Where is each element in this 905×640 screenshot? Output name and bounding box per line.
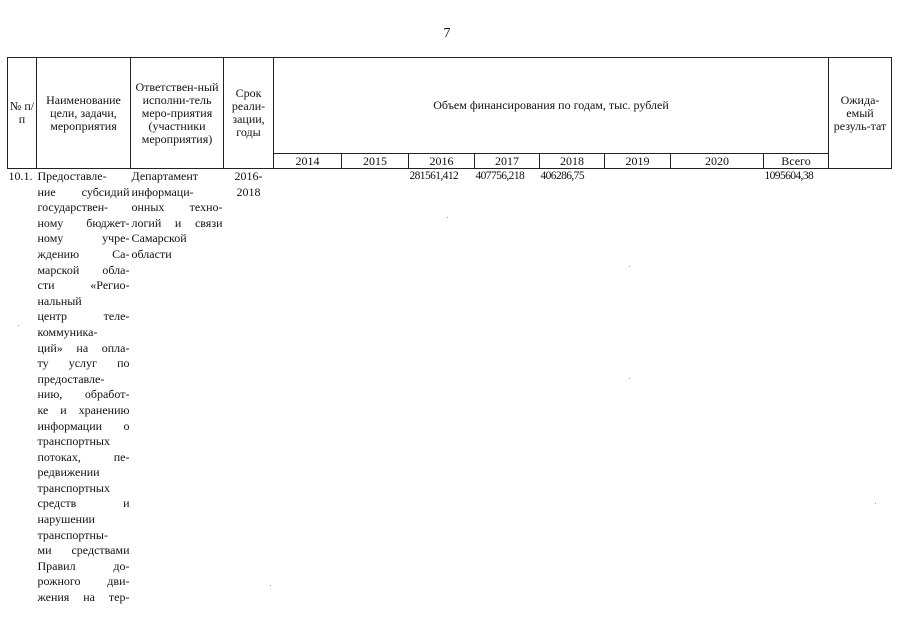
header-year-2019: 2019 (605, 154, 671, 169)
row-responsible (131, 169, 224, 606)
header-term: Срок реали-зации, годы (224, 58, 274, 169)
text-line: ние субсидий (37, 184, 130, 199)
text-line: нальный (37, 293, 82, 308)
text-line: редвижении (37, 465, 100, 480)
text-line: транспортных (37, 434, 110, 449)
header-year-2014: 2014 (274, 154, 342, 169)
scan-speck (270, 585, 271, 586)
text-line: центр теле- (37, 309, 130, 324)
text-line: коммуника- (37, 324, 98, 339)
text-line: государствен- (37, 200, 109, 215)
text-line: Департамент (131, 169, 199, 183)
text-line: нарушении (37, 512, 95, 527)
page-number: 7 (443, 26, 451, 41)
value-2014 (274, 169, 342, 606)
header-year-2018: 2018 (540, 154, 605, 169)
text-line: 2018 (236, 184, 261, 199)
text-line: транспортных (37, 480, 110, 495)
text-line: онных техно- (131, 200, 223, 215)
row-responsible-text (132, 169, 223, 263)
value-2016: 281561,412 (409, 170, 459, 182)
row-name (37, 169, 131, 606)
header-no: № п/п (8, 58, 37, 169)
header-year-2017: 2017 (475, 154, 540, 169)
value-2017: 407756,218 (475, 170, 525, 182)
text-line: ми средствами (37, 543, 130, 558)
text-line: Правил до- (37, 558, 130, 573)
header-row (8, 58, 892, 154)
text-line: сти «Регио- (37, 278, 130, 293)
value-2015 (342, 169, 409, 606)
header-result: Ожида-емый резуль-тат (829, 58, 892, 169)
row-name-text (38, 169, 130, 606)
text-line: 2016- (234, 169, 263, 183)
financing-table (7, 57, 892, 606)
header-financing: Объем финансирования по годам, тыс. рублей (274, 58, 829, 154)
header-year-2020: 2020 (671, 154, 764, 169)
text-line: ному бюджет- (37, 215, 130, 230)
header-total: Всего (764, 154, 829, 169)
value-2019 (605, 169, 671, 606)
text-line: рожного дви- (37, 574, 130, 589)
row-term (224, 169, 274, 606)
text-line: средств и (37, 496, 130, 511)
text-line: ту услуг по (37, 356, 130, 371)
text-line: ций» на опла- (37, 340, 130, 355)
text-line: области (131, 246, 172, 261)
header-year-2015: 2015 (342, 154, 409, 169)
value-2020 (671, 169, 764, 606)
text-line: потоках, пе- (37, 449, 130, 464)
row-result (829, 169, 892, 606)
scan-speck (447, 217, 448, 218)
text-line: Самарской (131, 231, 187, 246)
scan-speck (18, 325, 19, 326)
scan-speck (629, 266, 630, 267)
text-line: логий и связи (131, 215, 223, 230)
text-line: ждению Са- (37, 246, 130, 261)
text-line: Предоставле- (37, 169, 107, 183)
text-line: ному учре- (37, 231, 130, 246)
table-row (8, 169, 892, 606)
scan-speck (875, 503, 876, 504)
row-number: 10.1. (8, 169, 33, 183)
text-line: марской обла- (37, 262, 130, 277)
text-line: предоставле- (37, 371, 105, 386)
header-responsible: Ответствен-ный исполни-тель меро-приятия (участники мероприятия) (131, 58, 224, 169)
text-line: информаци- (131, 184, 194, 199)
text-line: информации о (37, 418, 130, 433)
text-line: транспортны- (37, 527, 108, 542)
text-line: ке и хранению (37, 402, 130, 417)
header-year-2016: 2016 (409, 154, 475, 169)
header-name: Наименование цели, задачи, мероприятия (37, 58, 131, 169)
text-line: нию, обработ- (37, 387, 130, 402)
scan-speck (629, 378, 630, 379)
value-total: 1095604,38 (764, 170, 814, 182)
text-line: жения на тер- (37, 590, 130, 605)
value-2018: 406286,75 (540, 170, 584, 182)
row-term-text (225, 169, 273, 200)
